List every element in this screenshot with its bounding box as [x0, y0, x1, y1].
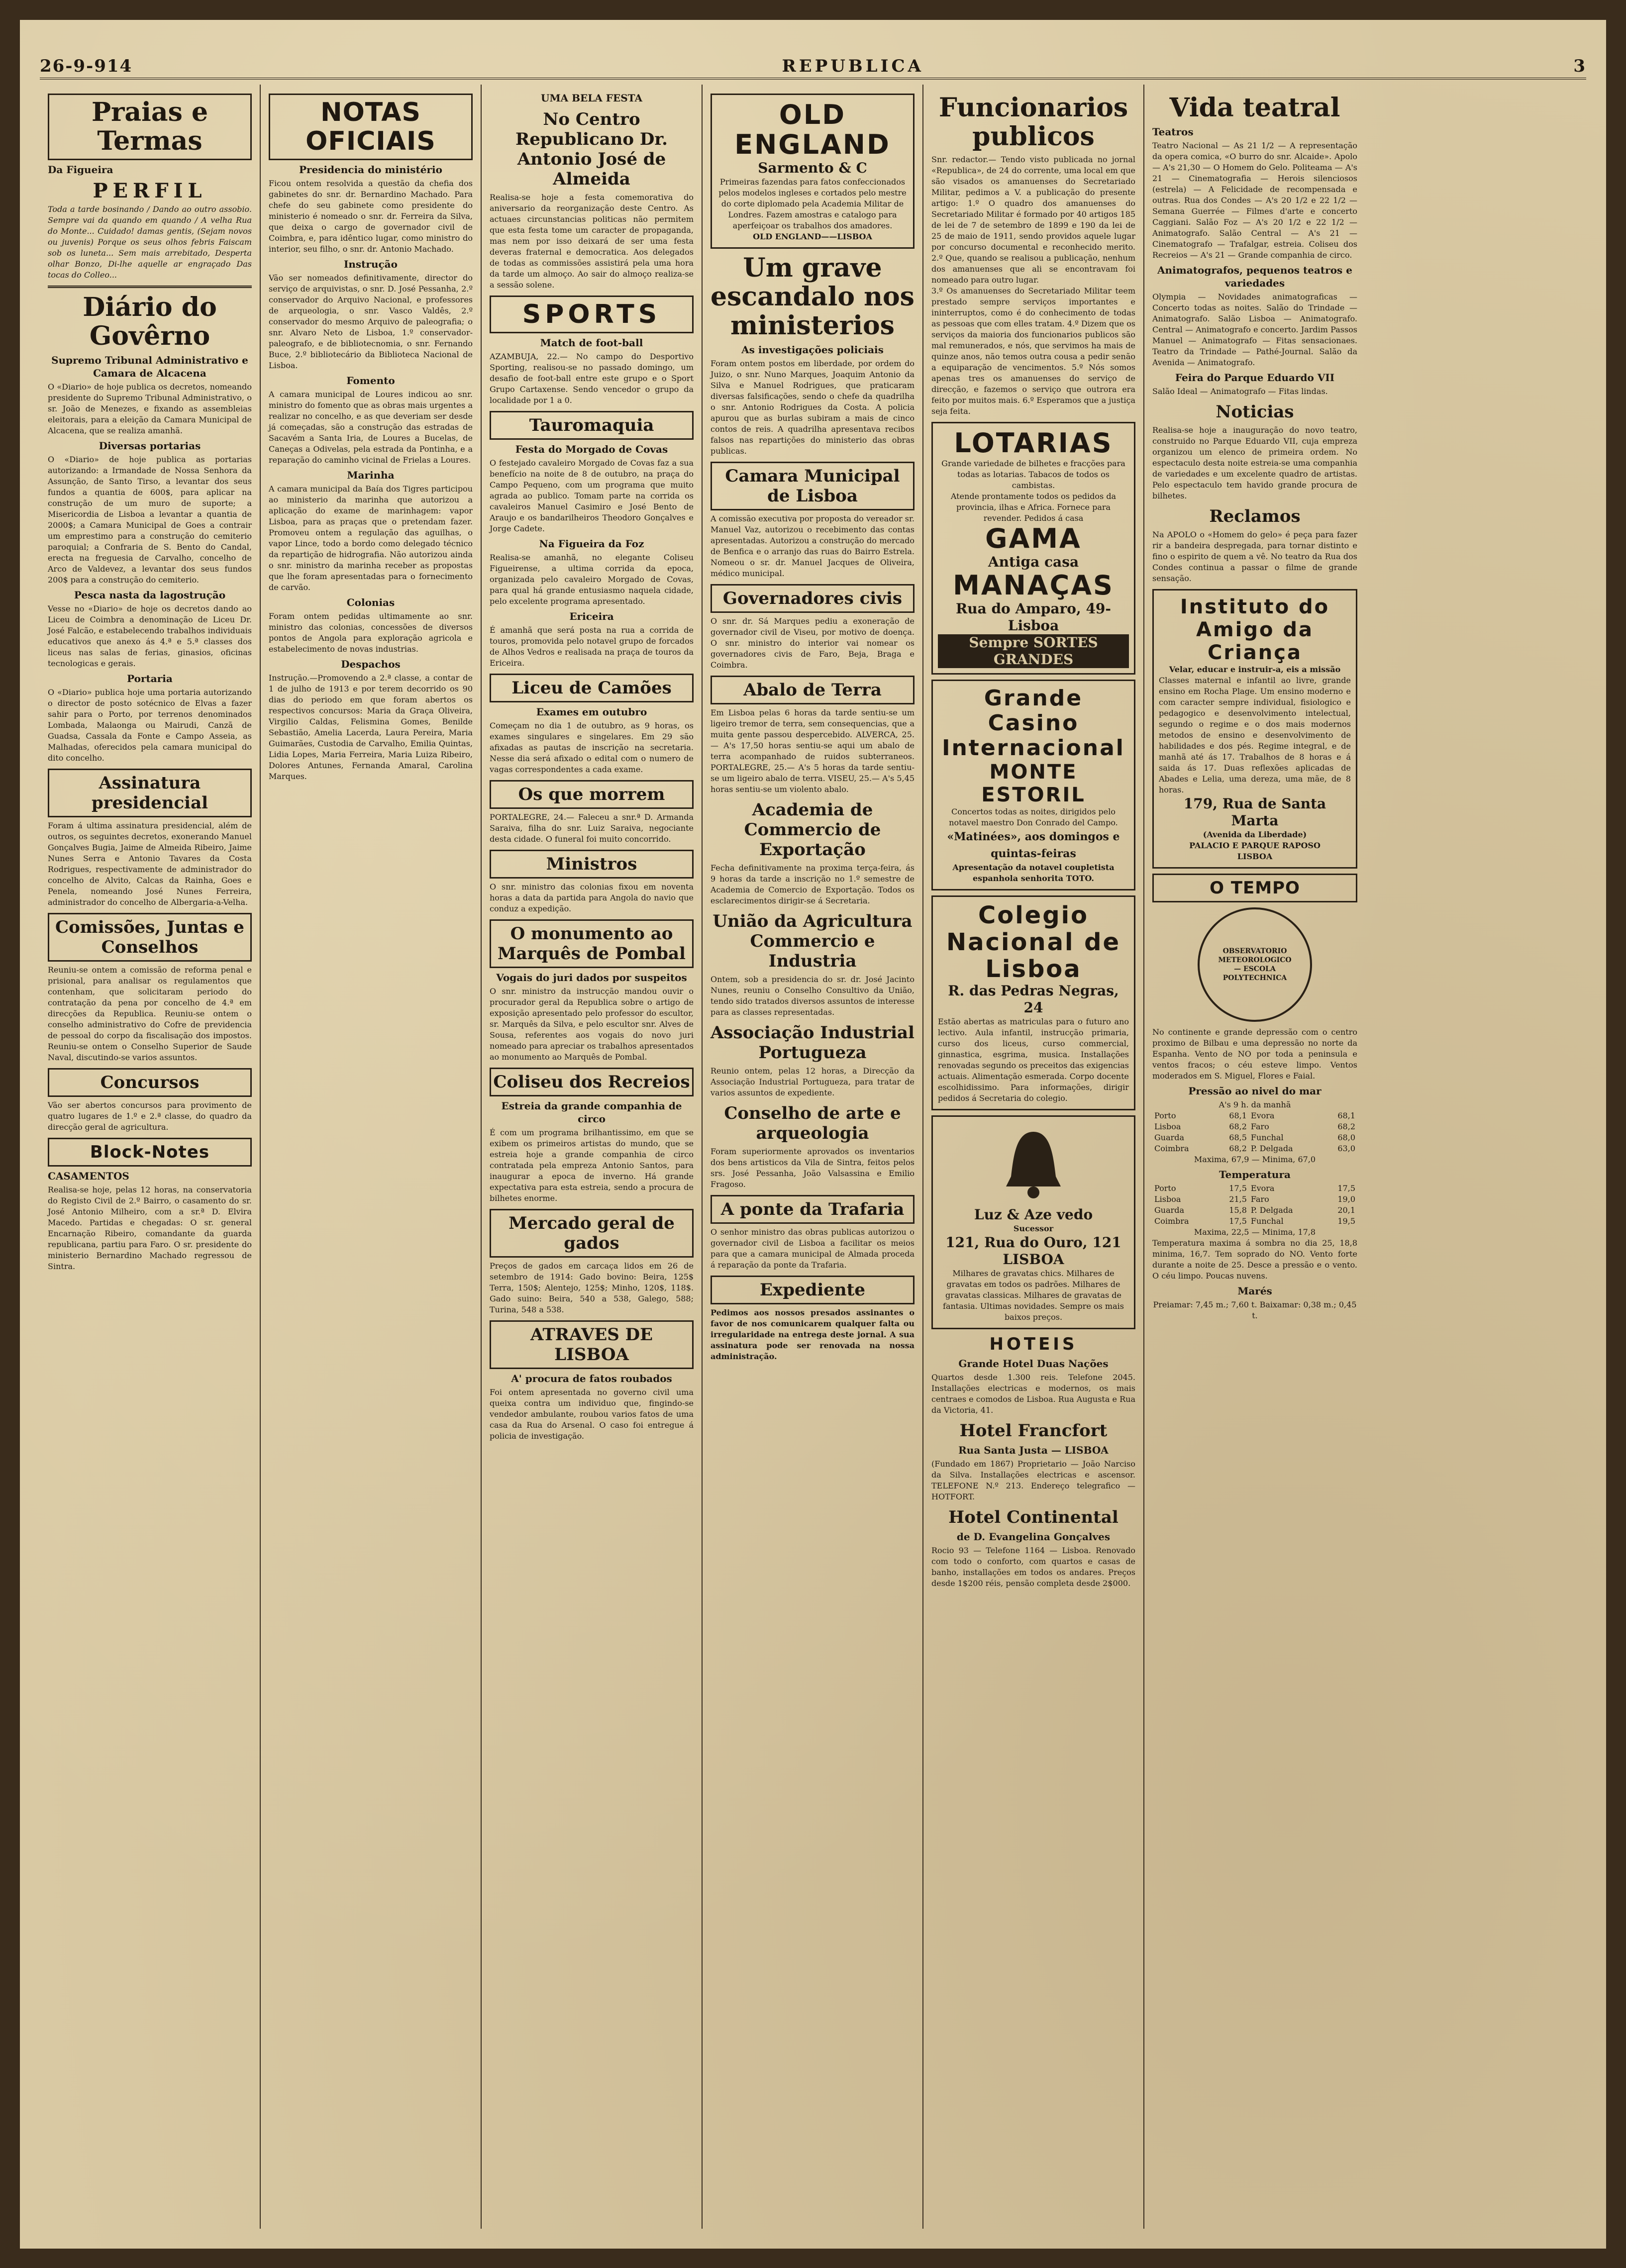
uniao-text: Ontem, sob a presidencia do sr. dr. José Jacinto Nunes, reuniu o Conselho Consultivo da União, tendo sido tratados diversos assuntos de interesse para as classes representadas.	[711, 975, 915, 1017]
colonias-subhead: Colonias	[346, 596, 395, 608]
tempo-text: No continente e grande depressão com o centro proximo de Bilbau e uma depressão no norte da Espanha. Vento de NO por toda a peninsula e ventos fracos; o céu esteve limpo. Ventos moderados em S. Miguel, Flores e Faial.	[1152, 1027, 1357, 1081]
pressao-note: Maxima, 67,9 — Minima, 67,0	[1194, 1155, 1316, 1164]
vida-teatral-title: Vida teatral	[1169, 93, 1340, 123]
atraves-subhead: A' procura de fatos roubados	[511, 1373, 672, 1384]
folio-header	[40, 55, 1586, 80]
instituto-city: LISBOA	[1237, 852, 1273, 861]
abalo-title: Abalo de Terra	[711, 676, 915, 704]
despachos-subhead: Despachos	[341, 658, 401, 670]
sports-text: AZAMBUJA, 22.— No campo do Desportivo Sporting, realisou-se no passado domingo, um desafio de foot-ball entre este grupo e o Sport Grupo Cartaxense. Sendo vencedor o grupo da localidade por 1 a 0.	[490, 352, 694, 405]
column-6	[1144, 85, 1365, 2229]
pesca-subhead: Pesca nasta da lagostrução	[74, 589, 226, 601]
animatografos-subhead: Animatografos, pequenos teatros e variedades	[1157, 264, 1352, 289]
column-1	[40, 85, 261, 2229]
colegio-text: Estão abertas as matriculas para o futuro ano lectivo. Aula infantil, instrucção primaria, curso dos liceus, curso commercial, ginnastica, esgrima, musica. Installações renovadas segundo os preceitos das exigencias actuais. Alimentação esmerada. Corpo docente escolhidissimo. Para informações, dirigir pedidos á Secretaria do colegio.	[938, 1017, 1129, 1103]
figueira-foz-text: Realisa-se amanhã, no elegante Coliseu Figueirense, a ultima corrida da epoca, organizada pelo cavaleiro Morgado de Covas, para qual há grande entusiasmo naquela cidade, pelo excelente programa apresentado.	[490, 553, 694, 606]
luz-city: LISBOA	[1003, 1251, 1064, 1268]
sortes-banner: Sempre SORTES GRANDES	[938, 634, 1129, 668]
presidencia-subhead: Presidencia do ministério	[299, 164, 442, 176]
temperatura-note: Maxima, 22,5 — Minima, 17,8	[1194, 1227, 1316, 1237]
temperatura-cell: 19,0	[1337, 1194, 1355, 1204]
perfil-text: Toda a tarde bosinando / Dando ao outro assobio. Sempre vai da quando em quando / A velha Rua do Monte... Cuidado! damas gentis, (Sejam novos ou juvenis) Porque os seus olhos febris Faiscam sob os luneta... Sem mais arrebitado, Desperta olhar Bonzo, Di-lhe aquelle ar engraçado Das tocas do Colleo...	[48, 204, 252, 280]
hotel-continental-owner: de D. Evangelina Gonçalves	[956, 1531, 1111, 1543]
festa-morgado-subhead: Festa do Morgado de Covas	[515, 443, 668, 455]
temperatura-cell: Lisboa	[1154, 1194, 1181, 1204]
pressao-cell: 68,1	[1229, 1111, 1247, 1120]
pressao-cell: Lisboa	[1154, 1122, 1181, 1131]
rua-amparo: Rua do Amparo, 49-Lisboa	[955, 600, 1112, 634]
hotel-francfort-name: Hotel Francfort	[959, 1421, 1108, 1441]
lotarias-title: LOTARIAS	[954, 427, 1113, 459]
feira-text: Salão Ideal — Animatografo — Fitas lindas.	[1152, 387, 1328, 396]
bell-icon	[1001, 1127, 1066, 1201]
table-row	[1152, 1183, 1357, 1194]
morrem-text: PORTALEGRE, 24.— Faleceu a snr.ª D. Armanda Saraiva, filha do snr. Luiz Saraiva, negociante desta cidade. O funeral foi muito concorrido.	[490, 812, 694, 844]
pressao-cell: 68,2	[1337, 1122, 1355, 1131]
columns	[40, 85, 1586, 2229]
ericeira-text: É amanhã que será posta na rua a corrida de touros, promovida pelo notavel grupo de forcados de Alhos Vedros e realisada na praça de touros da Ericeira.	[490, 625, 694, 668]
temperatura-cell: Porto	[1154, 1183, 1176, 1193]
tempo-text-2: Temperatura maxima á sombra no dia 25, 18,8 minima, 16,7. Tem soprado do NO. Vento forte durante a noite de 25. Desce a pressão e o vento. O céu limpo. Poucas nuvens.	[1152, 1238, 1357, 1281]
folio-date: 26-9-914	[40, 56, 133, 76]
trafaria-text: O senhor ministro das obras publicas autorizou o governador civil de Lisboa a facilitar os meios para que a camara municipal de Almada proceda á reparação da ponte da Trafaria.	[711, 1227, 915, 1270]
pressao-cell: Evora	[1250, 1111, 1275, 1120]
table-row	[1152, 1132, 1357, 1143]
observatory-seal	[1198, 907, 1312, 1022]
fomento-text: A camara municipal de Loures indicou ao snr. ministro do fomento que as obras mais urgentes a realizar no concelho, e as que deveriam ser desde já começadas, são a construção das estradas de Sacavém a Santa Iria, de Loures a Bucelas, de Caneças a Odivelas, pela estrada da Pontinha, e a reparação do caminho vicinal de Frielas a Loures.	[269, 390, 473, 465]
hotel-francfort-address: Rua Santa Justa — LISBOA	[958, 1444, 1109, 1456]
column-5	[923, 85, 1144, 2229]
monumento-title: O monumento ao Marquês de Pombal	[490, 919, 694, 968]
manacas-name: MANAÇAS	[953, 570, 1114, 601]
liceu-text: Começam no dia 1 de outubro, as 9 horas, os exames singulares e singelares. Em 29 são afixadas as pautas de inscrição na secretaria. Nesse dia será afixado o edital com o numero de vagas correspondentes a cada exame.	[490, 721, 694, 774]
pressao-cell: Funchal	[1250, 1133, 1284, 1142]
mercado-text: Preços de gados em carcaça lidos em 26 de setembro de 1914: Gado bovino: Beira, 125$ Terra, 150$; Alentejo, 125$; Minho, 120$, 118$. Gado suino: Beira, 540 a 538, Galego, 588; Turina, 548 a 538.	[490, 1261, 694, 1314]
colegio-address: R. das Pedras Negras, 24	[948, 983, 1119, 1016]
associacao-text: Reunio ontem, pelas 12 horas, a Direcção da Associação Industrial Portugueza, para tratar de varios assuntos de expediente.	[711, 1066, 915, 1097]
supremo-subhead: Supremo Tribunal Administrativo e Camara de Alcacena	[51, 354, 248, 379]
pressao-table	[1152, 1110, 1357, 1154]
portaria-text: O «Diario» publica hoje uma portaria autorizando o director de posto sotécnico de Elvas a fazer sahir para o Porto, por terrenos denominados Lombada, Malaonga ou Mairudi, Canzã de Guadsa, Cassala da Fonte e Campo Asseia, as Malhadas, oferecidos pela camara municipal do dito concelho.	[48, 688, 252, 763]
instituto-avenida: (Avenida da Liberdade)	[1203, 830, 1307, 839]
instituto-title: Instituto do Amigo da Criança	[1180, 595, 1330, 664]
casino-title: Grande Casino Internacional	[942, 686, 1125, 761]
concursos-text: Vão ser abertos concursos para provimento de quatro lugares de 1.º e 2.ª classe, do quadro da direcção geral de agricultura.	[48, 1100, 252, 1132]
temperatura-cell: P. Delgada	[1250, 1205, 1293, 1215]
tauromaquia-title: Tauromaquia	[490, 411, 694, 440]
governadores-text: O snr. dr. Sá Marques pediu a exoneração de governador civil de Viseu, por motivo de doença. O snr. ministro do interior vai nomear os governadores civis de Faro, Beja, Braga e Coimbra.	[711, 616, 915, 670]
figueira-foz-subhead: Na Figueira da Foz	[539, 538, 644, 550]
camara-title: Camara Municipal de Lisboa	[711, 462, 915, 510]
estreia-subhead: Estreia da grande companhia de circo	[501, 1100, 682, 1125]
old-england-ad	[711, 94, 915, 249]
liceu-title: Liceu de Camões	[490, 674, 694, 702]
mares-title: Marés	[1237, 1285, 1272, 1297]
teatros-subhead: Teatros	[1152, 126, 1194, 138]
pressao-cell: 68,2	[1229, 1122, 1247, 1131]
match-subhead: Match de foot-ball	[540, 337, 643, 349]
colegio-title: Colegio Nacional de Lisboa	[946, 901, 1121, 983]
academia-title: Academia de Commercio de Exportação	[744, 800, 881, 860]
conselho-title: Conselho de arte e arqueologia	[724, 1103, 901, 1143]
sarmento-name: Sarmento & C	[758, 160, 867, 176]
funcionarios-text: Snr. redactor.— Tendo visto publicada no jornal «Republica», de 24 do corrente, uma local em que são visados os amanuenses do Secretariado Militar, pedimos a V. a publicação do presente artigo: 1.º O quadro dos amanuenses do Secretariado Militar é formado por 40 artigos 185 de lei de 7 de setembro de 1899 e 190 da lei de 25 de maio de 1911, sendo providos aquele lugar por concurso documental e reconhecido merito. 2.º Que, quando se realisou a publicação, nenhum dos amanuenses que ali se encontravam foi nomeado para outro lugar.	[931, 155, 1135, 285]
ministros-title: Ministros	[490, 850, 694, 879]
abalo-text: Em Lisboa pelas 6 horas da tarde sentiu-se um ligeiro tremor de terra, sem consequencias, que a muita gente passou despercebido. ALVERCA, 25.— A's 17,50 horas sentiu-se aqui um abalo de terra acompanhado de ruidos subterraneos. PORTALEGRE, 25.— A's 5 horas da tarde sentiu-se um ligeiro abalo de terra. VISEU, 25.— A's 5,45 horas sentiu-se um violento abalo.	[711, 708, 915, 794]
table-row	[1152, 1121, 1357, 1132]
hotel-continental-text: Rocio 93 — Telefone 1164 — Lisboa. Renovado com todo o conforto, com quartos e casas de banho, installações em todos os andares. Preços desde 1$200 réis, pensão completa desde 2$000.	[931, 1546, 1135, 1588]
pressao-cell: 68,2	[1229, 1144, 1247, 1153]
pressao-cell: 68,0	[1337, 1133, 1355, 1142]
vogais-subhead: Vogais do juri dados por suspeitos	[496, 972, 687, 984]
pressao-cell: P. Delgada	[1250, 1144, 1293, 1153]
praias-title: Praias e Termas	[48, 94, 252, 160]
instituto-ad	[1152, 589, 1357, 869]
temperatura-cell: 19,5	[1337, 1216, 1355, 1226]
temperatura-cell: Evora	[1250, 1183, 1275, 1193]
lotarias-ad	[931, 422, 1135, 675]
temperatura-cell: 17,5	[1229, 1216, 1247, 1226]
luz-address: 121, Rua do Ouro, 121	[945, 1234, 1121, 1251]
coliseu-text: É com um programa brilhantissimo, em que se exibem os primeiros artistas do mundo, que se estreia hoje a grande companhia de circo contratada pela empreza Antonio Santos, para inaugurar a epoca de inverno. Há grande expectativa para esta estreia, sendo a procura de bilhetes enorme.	[490, 1128, 694, 1203]
comissoes-text: Reuniu-se ontem a comissão de reforma penal e prisional, para analisar os regulamentos que contenham, que solicitaram periodo do contratação da pena por concelho de 4.ª em direcções da Republica. Reuniu-se ontem o conselho administrativo do Cofre de previdencia de pessoal do corpo da fiscalisação dos impostos. Reuniu-se ontem o Conselho Superior de Saude Naval, discutindo-se varios assuntos.	[48, 965, 252, 1062]
portaria-subhead: Portaria	[127, 673, 173, 685]
noticias-title: Noticias	[1216, 402, 1294, 422]
casamentos-subhead: CASAMENTOS	[48, 1170, 129, 1182]
old-england-name: OLD ENGLAND	[734, 99, 891, 160]
pressao-cell: Porto	[1154, 1111, 1176, 1120]
sports-title: SPORTS	[490, 296, 694, 333]
atraves-text: Foi ontem apresentada no governo civil uma queixa contra um individuo que, fingindo-se vendedor ambulante, roubou varios fatos de uma casa da Rua do Arsenal. O caso foi entregue á policia de investigação.	[490, 1387, 694, 1441]
lotarias-text: Grande variedade de bilhetes e fracções para todas as lotarias. Tabacos de todos os cambistas.	[941, 459, 1125, 490]
newspaper-page	[20, 20, 1606, 2249]
pressao-cell: Coimbra	[1154, 1144, 1189, 1153]
instrucao-text: Vão ser nomeados definitivamente, director do serviço de arquivistas, o snr. D. José Pessanha, 2.º conservador do Arquivo Nacional, e professores de arqueologia, o snr. Vasco Valdês, 2.º conservador do mesmo Arquivo de paleografia; o snr. Alvaro Neto de Lisboa, 1.º conservador-paleografo, e de bibliotecnomia, o snr. Fernando Buce, 2.º bibliotecário da Biblioteca Nacional de Lisboa.	[269, 273, 473, 370]
conselho-text: Foram superiormente aprovados os inventarios dos bens artisticos da Vila de Sintra, feitos pelos srs. José Pessanha, João Valsassina e Emilio Fragoso.	[711, 1147, 915, 1189]
ericeira-subhead: Ericeira	[569, 610, 614, 622]
mercado-title: Mercado geral de gados	[490, 1209, 694, 1258]
atraves-title: ATRAVES DE LISBOA	[490, 1320, 694, 1369]
pressao-cell: 68,5	[1229, 1133, 1247, 1142]
luz-text: Milhares de gravatas chics. Milhares de gravatas em todos os padrões. Milhares de gravatas classicas. Milhares de gravatas de fantasia. Ultimas novidades. Sempre os mais baixos preços.	[943, 1269, 1124, 1322]
casino-text: Concertos todas as noites, dirigidos pelo notavel maestro Don Conrado del Campo.	[949, 807, 1118, 827]
centro-text: Realisa-se hoje a festa comemorativa do aniversario da reorganização deste Centro. As actuaes circunstancias politicas não permitem que esta festa tome um caracter de propaganda, mas nem por isso deixará de ser uma festa deveras fraternal e democratica. Aos delegados de todas as commissões assistirá pela uma hora da tarde um almoço. Ao sair do almoço realiza-se a sessão solene.	[490, 193, 694, 290]
folio-page-number: 3	[1573, 56, 1586, 76]
temperatura-table	[1152, 1183, 1357, 1227]
luz-sucessor: Sucessor	[1013, 1224, 1054, 1233]
temperatura-cell: Faro	[1250, 1194, 1269, 1204]
temperatura-cell: 15,8	[1229, 1205, 1247, 1215]
temperatura-cell: 17,5	[1337, 1183, 1355, 1193]
pesca-text: Vesse no «Diario» de hoje os decretos dando ao Liceu de Coimbra a denominação de Liceu Dr. José Falcão, e estabelecendo trabalhos individuais educativos que anexo ás 4.ª e 5.ª classes dos liceus nas salas de ferias, ginasios, oficinas tecnologicas e gerais.	[48, 604, 252, 668]
expediente-text: Pedimos aos nossos presados assinantes o favor de nos comunicarem qualquer falta ou irregularidade na entrega deste jornal. A sua assinatura pode ser renovada na nossa administração.	[711, 1308, 915, 1361]
reclamos-title: Reclamos	[1209, 506, 1301, 526]
pressao-cell: 63,0	[1337, 1144, 1355, 1153]
divider	[48, 286, 252, 288]
lotarias-text-2: Atende prontamente todos os pedidos da provincia, ilhas e Africa. Fornece para revender. Pedidos á casa	[950, 492, 1117, 523]
old-england-text: Primeiras fazendas para fatos confeccionados pelos modelos ingleses e cortados pelo mestre do corte diplomado pela Academia Militar de Londres. Fazem amostras e catalogo para aperfeiçoar os trabalhos dos amadores.	[718, 177, 907, 230]
table-row	[1152, 1110, 1357, 1121]
observatory-seal-text: OBSERVATORIO METEOROLOGICO — ESCOLA POLYTECHNICA	[1218, 947, 1292, 982]
temperatura-cell: Guarda	[1154, 1205, 1185, 1215]
pressao-cell: 68,1	[1337, 1111, 1355, 1120]
uma-bela-festa: UMA BELA FESTA	[541, 92, 642, 104]
casino-ad	[931, 680, 1135, 890]
hotel-nacoes-text: Quartos desde 1.300 reis. Telefone 2045. Installações electricas e modernos, os mais centraes e comodos de Lisboa. Rua Augusta e Rua da Victoria, 41.	[931, 1373, 1135, 1415]
pressao-cell: Guarda	[1154, 1133, 1185, 1142]
instituto-text: Classes maternal e infantil ao livre, grande ensino em Rocha Plage. Um ensino moderno e com caracter sempre individual, fisiologico e pedagogico e desenvolvimento intelectual, segundo o regime e o dos mais modernos metodos de ensino e desenvolvimento de habilidades e dos pés. Regime integral, e de manhã até ás 17. Trabalhos de 8 horas e á saida ás 17. Duas reflexões aplicadas de Abades e Lelia, uma dereza, uma mãe, de 8 horas.	[1159, 676, 1351, 794]
fomento-subhead: Fomento	[346, 375, 395, 387]
temperatura-cell: 21,5	[1229, 1194, 1247, 1204]
trafaria-title: A ponte da Trafaria	[711, 1195, 915, 1224]
apresentacao-line: Apresentação da notavel coupletista espanhola senhorita TOTO.	[952, 863, 1115, 883]
temperatura-cell: Funchal	[1250, 1216, 1284, 1226]
hotel-francfort-text: (Fundado em 1867) Proprietario — João Narciso da Silva. Installações electricas e ascensor. TELEFONE N.º 213. Endereço telegrafico — HOTFORT.	[931, 1459, 1135, 1501]
column-4	[703, 85, 923, 2229]
column-3	[482, 85, 703, 2229]
monumento-text: O snr. ministro da instrucção mandou ouvir o procurador geral da Republica sobre o artigo de exposição apresentado pelo professor do escultor, sr. Marquês da Silva, e pelo escultor snr. Alves de Sousa, referentes aos vogais do novo juri nomeado para apreciar os trabalhos apresentados ao monumento ao Marquês de Pombal.	[490, 986, 694, 1062]
column-2	[261, 85, 482, 2229]
folio-paper-name: REPUBLICA	[782, 56, 924, 76]
morrem-title: Os que morrem	[490, 780, 694, 809]
assinatura-text: Foram á ultima assinatura presidencial, além de outros, os seguintes decretos, exonerando Manuel Gonçalves Bugia, Jaime de Almeida Ribeiro, Jaime Nunes Serra e Antonio Tavares da Costa Rodrigues, respectivamente de administrador do concelho de Alvito, Calcas da Rainha, Goes e Penela, nomeando José Nunes Ferreira, administrador do concelho de Albergaria-a-Velha.	[48, 821, 252, 907]
escandalo-title: Um grave escandalo nos ministerios	[711, 253, 915, 341]
instrucao-subhead: Instrução	[344, 258, 398, 270]
assinatura-title: Assinatura presidencial	[48, 769, 252, 817]
despachos-text: Instrução.—Promovendo a 2.ª classe, a contar de 1 de julho de 1913 e por terem decorrido os 90 dias do periodo em que foram abertos os respectivos concursos: Maria da Graça Oliveira, Virgilio Caldas, Felismina Gomes, Benilde Sebastião, Amelia Lacerda, Laura Pereira, Maria Guimarães, Custodia de Carvalho, Emilia Quintas, Lidia Lopes, Maria Ferreira, Maria Luiza Ribeiro, Dolores Antunes, Fernanda Amaral, Carolina Marques.	[269, 673, 473, 781]
hotel-continental-name: Hotel Continental	[948, 1507, 1118, 1527]
matinees-line: «Matinées», aos domingos e quintas-feiras	[947, 830, 1120, 860]
old-england-address: OLD ENGLAND——LISBOA	[753, 232, 872, 241]
colonias-text: Foram ontem pedidas ultimamente ao snr. ministro das colonias, concessões de diversos pontos de Angola para exploração agricola e estabelecimento de novas industrias.	[269, 611, 473, 654]
hotel-nacoes-name: Grande Hotel Duas Nações	[958, 1358, 1109, 1370]
diario-title: Diário do Govêrno	[83, 292, 217, 351]
temperatura-cell: 17,5	[1229, 1183, 1247, 1193]
mares-text: Preiamar: 7,45 m.; 7,60 t. Baixamar: 0,38 m.; 0,45 t.	[1153, 1300, 1357, 1320]
pressao-subtitle: A's 9 h. da manhã	[1219, 1100, 1291, 1109]
comissoes-title: Comissões, Juntas e Conselhos	[48, 913, 252, 962]
academia-text: Fecha definitivamente na proxima terça-feira, ás 9 horas da tarde a inscrição no 1.º semestre de Academia de Comercio de Exportação. Todos os esclarecimentos dirigir-se á Secretaria.	[711, 863, 915, 905]
table-row	[1152, 1205, 1357, 1216]
marinha-text: A camara municipal da Baía dos Tigres participou ao ministerio da marinha que autorizou a aplicação do exame de marinhagem: vapor Lisboa, para as praças que o pretendam fazer. Promoveu ontem a regulação das aguilhas, o vapor Lince, todo a bordo como delegado técnico da repartição de hidrografia. Não autorizou ainda o snr. ministro da marinha receber as propostas que lhe foram apresentadas para o fornecimento de carvão.	[269, 484, 473, 592]
funcionarios-title: Funcionarios publicos	[938, 93, 1128, 152]
instituto-address: 179, Rua de Santa Marta	[1183, 795, 1326, 829]
table-row	[1152, 1194, 1357, 1205]
diversas-text: O «Diario» de hoje publica as portarias autorizando: a Irmandade de Nossa Senhora da Assunção, de Santo Tirso, a levantar dos seus fundos a quantia de 600$, para aplicar na construção de um muro de suporte; a Misericordia de Lisboa a levantar a quantia de 2000$; a Camara Municipal de Goes a contrair um emprestimo para a construção do cemiterio paroquial; a Confraria de S. Bento do Candal, erecta na freguesia de Carvalho, concelho de Arco de Valdevez, a levantar dos seus fundos 200$ para a construção do cemiterio.	[48, 455, 252, 585]
associacao-title: Associação Industrial Portugueza	[711, 1023, 915, 1063]
instituto-palacio: PALACIO E PARQUE RAPOSO	[1189, 841, 1321, 850]
centro-title: No Centro Republicano Dr. Antonio José de Almeida	[515, 109, 668, 189]
camara-text: A comissão executiva por proposta do vereador sr. Manuel Vaz, autorizou o recebimento das contas apresentadas. Autorizou a construção do mercado de Benfica e o arranjo das ruas do Bairro Estrela. Nomeou o sr. dr. Manuel Jacques de Oliveira, médico municipal.	[711, 514, 915, 578]
gama-name: GAMA	[985, 523, 1082, 554]
hoteis-title: HOTEIS	[989, 1334, 1078, 1354]
luz-azevedo-ad	[931, 1115, 1135, 1329]
figueira-label: Da Figueira	[48, 164, 113, 176]
investigacoes-subhead: As investigações policiais	[741, 344, 884, 356]
luz-title: Luz & Aze vedo	[974, 1206, 1093, 1223]
ministros-text: O snr. ministro das colonias fixou em noventa horas a data da partida para Angola do navio que conduz a expedição.	[490, 882, 694, 913]
animatografos-text: Olympia — Novidades animatograficas — Concerto todas as noites. Salão do Trindade — Animatografo. Salão Lisboa — Animatografo. Central — Animatografo e concerto. Jardim Passos Manuel — Animatografo — Fitas sensacionaes. Teatro da Trindade — Pathé-Journal. Salão da Avenida — Animatografo.	[1152, 292, 1357, 367]
temperatura-cell: Coimbra	[1154, 1216, 1189, 1226]
diario-text: O «Diario» de hoje publica os decretos, nomeando presidente do Supremo Tribunal Administrativo, o sr. João de Menezes, e fixando as assembleias eleitorais, para a eleição da Camara Municipal de Alcacena, que se realiza amanhã.	[48, 382, 252, 435]
marinha-subhead: Marinha	[347, 469, 395, 481]
escandalo-text: Foram ontem postos em liberdade, por ordem do Juizo, o snr. Nuno Marques, Joaquim Antonio da Silva e Manuel Rodrigues, que praticaram diversas falsificações, sendo o chefe da quadrilha o snr. Antonio Rodrigues da Costa. A policia apurou que as burlas subiram a mais de cinco contos de reis. A quadrilha apresentava recibos falsos nas repartições do ministerio das obras publicas.	[711, 359, 915, 456]
pressao-cell: Faro	[1250, 1122, 1269, 1131]
perfil-title: PERFIL	[93, 179, 207, 202]
pressao-title: Pressão ao nivel do mar	[1188, 1085, 1321, 1097]
antiga-casa: Antiga casa	[988, 554, 1079, 570]
temperatura-title: Temperatura	[1219, 1169, 1291, 1181]
teatros-text: Teatro Nacional — As 21 1/2 — A representação da opera comica, «O burro do snr. Alcaide». Apolo — A's 21,30 — O Homem do Gelo. Politeama — A's 21 — Cinematografia — Herois silenciosos (estrela) — A Felicidade de recompensada e outras. Rua dos Condes — A's 20 1/2 e 22 1/2 — Semana Guerrée — Filmes d'arte e concerto Caggiani. Salão Foz — A's 20 1/2 e 22 1/2 — Animatografo. Salão Central — A's 21 — Cinematografo — Trafalgar, estreia. Coliseu dos Recreios — A's 21 — Grande companhia de circo.	[1152, 141, 1357, 260]
tauromaquia-text: O festejado cavaleiro Morgado de Covas faz a sua benefício na noite de 8 de outubro, na praça do Campo Pequeno, com um programa que muito agrada ao publico. Tomam parte na corrida os cavaleiros Manuel Casimiro e José Bento de Araujo e os bandarilheiros Theodoro Gonçalves e Jorge Cadete.	[490, 458, 694, 533]
colegio-ad	[931, 895, 1135, 1110]
presidencia-text: Ficou ontem resolvida a questão da chefia dos gabinetes do snr. dr. Bernardino Machado. Para chefe do seu gabinete como presidente do ministerio é nomeado o snr. dr. Ferreira da Silva, que deixa o cargo de governador civil de Coimbra, e, para idêntico lugar, como ministro do interior, seu filho, o snr. dr. Antonio Machado.	[269, 179, 473, 254]
temperatura-cell: 20,1	[1337, 1205, 1355, 1215]
noticias-text: Realisa-se hoje a inauguração do novo teatro, construido no Parque Eduardo VII, cuja empreza organizou um elenco de primeira ordem. No espectaculo desta noite estreia-se uma companhia de variedades e um excelente quadro de artistas. Pelo espectaculo tem havido grande procura de bilhetes.	[1152, 425, 1357, 500]
expediente-title: Expediente	[711, 1276, 915, 1304]
exames-subhead: Exames em outubro	[536, 706, 647, 718]
concursos-title: Concursos	[48, 1068, 252, 1097]
instituto-subtitle: Velar, educar e instruir-a, eis a missão	[1169, 665, 1341, 674]
notas-oficiais-title: NOTAS OFICIAIS	[269, 94, 473, 160]
block-notes-title: Block-Notes	[48, 1138, 252, 1167]
block-notes-text: Realisa-se hoje, pelas 12 horas, na conservatoria do Registo Civil de 2.º Bairro, o casamento do sr. José Antonio Milheiro, com a sr.ª D. Elvira Macedo. Partidas e chegadas: O sr. general Encarnação Ribeiro, comandante da guarda republicana, partiu para Faro. O sr. presidente do ministerio Bernardino Machado regressou de Sintra.	[48, 1185, 252, 1271]
tempo-title: O TEMPO	[1152, 874, 1357, 902]
reclamos-text: Na APOLO o «Homem do gelo» é peça para fazer rir a bandeira despregada, para tornar distinto e fino o espirito de quem a vê. No teatro da Rua dos Condes continua a passar o filme de grande sensação.	[1152, 530, 1357, 583]
governadores-title: Governadores civis	[711, 584, 915, 613]
coliseu-title: Coliseu dos Recreios	[490, 1068, 694, 1096]
monte-estoril: MONTE ESTORIL	[981, 761, 1086, 806]
table-row	[1152, 1216, 1357, 1227]
diversas-subhead: Diversas portarias	[99, 440, 201, 452]
feira-subhead: Feira do Parque Eduardo VII	[1175, 372, 1335, 384]
uniao-title: União da Agricultura Commercio e Industria	[712, 911, 913, 971]
table-row	[1152, 1143, 1357, 1154]
funcionarios-text-2: 3.º Os amanuenses do Secretariado Militar teem prestado sempre serviços importantes e ininterruptos, como é do conhecimento de todas as pessoas que com elles tratam. 4.º Dizem que os serviços da maioria dos funcionarios publicos são mal remunerados, e nós, que servimos ha mais de quinze anos, não temos outra cousa a pedir senão a equiparação de vencimentos. 5.º Nós somos apenas tres os amanuenses do serviço de direcção, e fazemos o serviço que outrora era feito por muitos mais. 6.º Esperamos que a justiça seja feita.	[931, 286, 1135, 416]
